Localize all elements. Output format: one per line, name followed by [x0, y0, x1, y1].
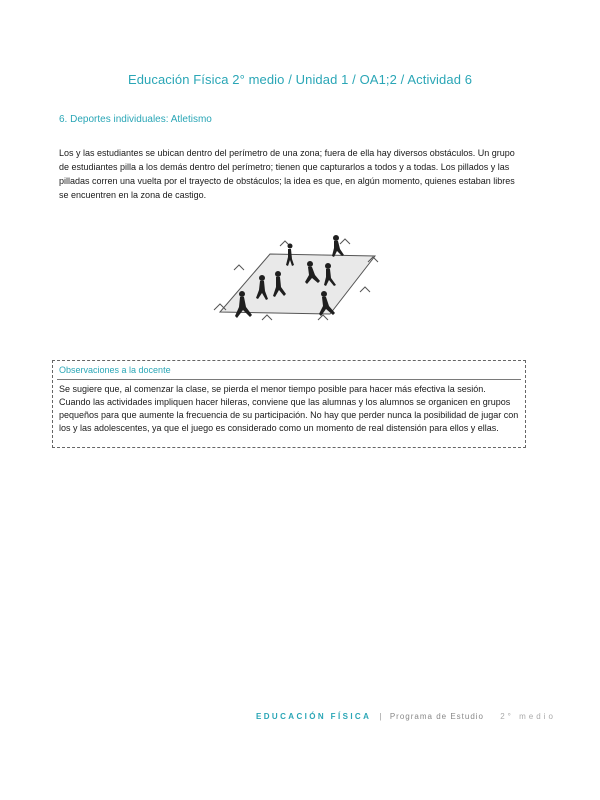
footer-grade: 2° medio	[500, 712, 556, 721]
observations-box	[52, 360, 526, 448]
footer-brand: EDUCACIÓN FÍSICA	[256, 712, 372, 721]
observations-divider	[57, 379, 521, 380]
footer-program: Programa de Estudio	[389, 712, 484, 721]
observations-title: Observaciones a la docente	[59, 365, 171, 375]
field-diagram	[190, 232, 390, 328]
observations-text: Se sugiere que, al comenzar la clase, se pierda el menor tiempo posible para hacer más efectiva la sesión. Cuando las actividades impliquen hacer hileras, conviene que las alumnas y los alumnos se organicen en grupos pequeños para que aumente la frecuencia de su participación. No hay que perder nunca la posibilidad de jugar con los y las adolescentes, ya que el juego es considerado como un momento de real distensión para ellos y ellas.	[59, 384, 519, 433]
footer-separator: |	[379, 712, 382, 721]
page-title: Educación Física 2° medio / Unidad 1 / OA1;2 / Actividad 6	[127, 72, 473, 87]
activity-description: Los y las estudiantes se ubican dentro del perímetro de una zona; fuera de ella hay diversos obstáculos. Un grupo de estudiantes pilla a los demás dentro del perímetro; tienen que capturarlos a todos y a todas. Los pillados y las pilladas corren una vuelta por el trayecto de obstáculos; la idea es que, en algún momento, quienes estaban libres se encuentren en la zona de castigo.	[59, 148, 515, 200]
activity-illustration	[190, 232, 390, 328]
page-footer	[256, 712, 556, 721]
runner-icon	[332, 235, 344, 257]
section-subtitle: 6. Deportes individuales: Atletismo	[59, 114, 212, 125]
